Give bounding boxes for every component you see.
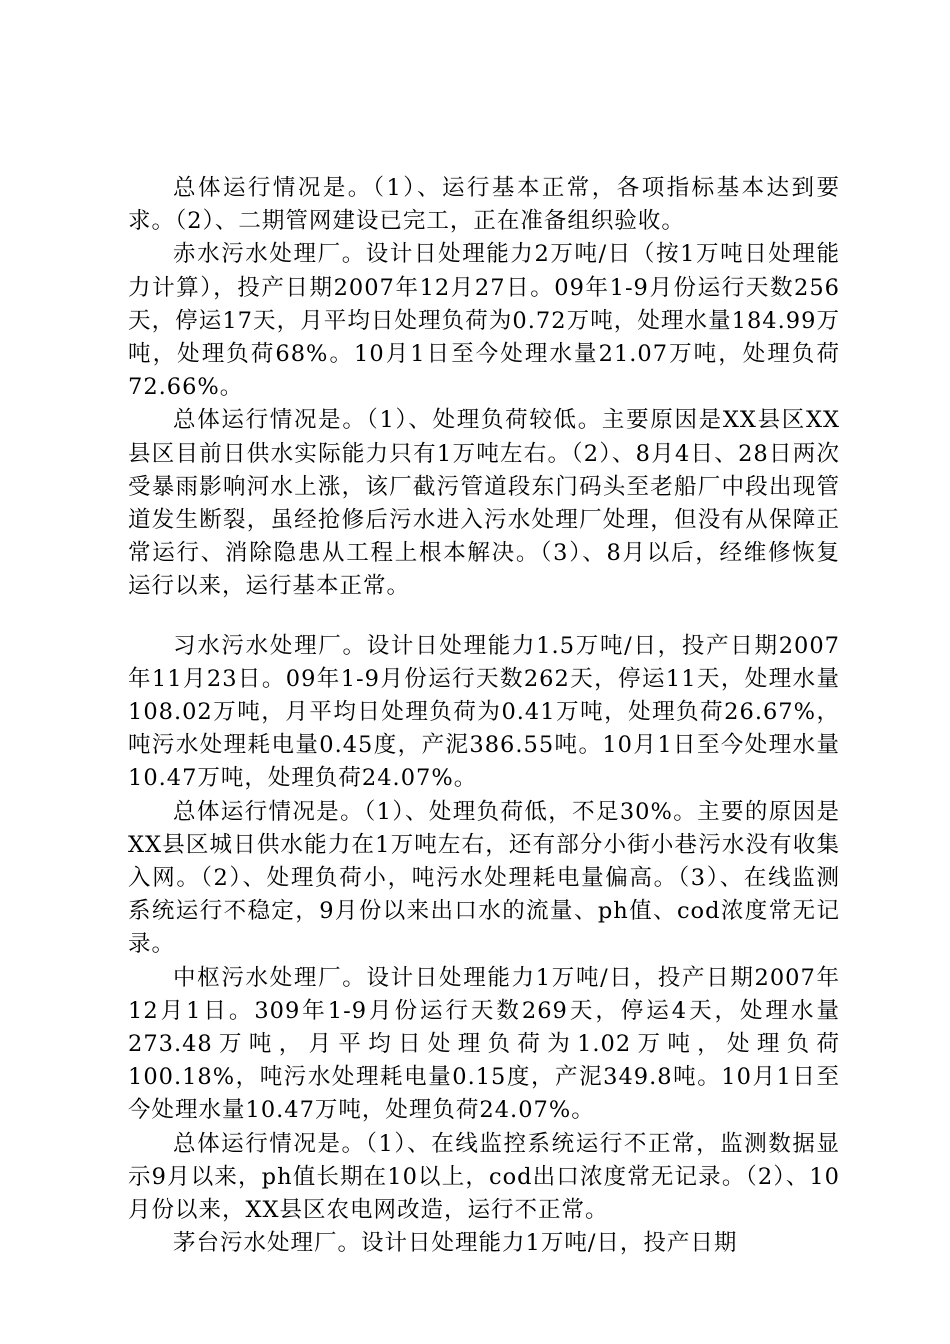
paragraph-overall-status-xishui: 总体运行情况是。（1）、处理负荷低，不足30%。主要的原因是XX县区城日供水能力在1万吨左右，还有部分小街小巷污水没有收集入网。（2）、处理负荷小，吨污水处理耗电量偏高。（3）、在线监测系统运行不稳定，9月份以来出口水的流量、ph值、cod浓度常无记录。 bbox=[128, 798, 840, 958]
document-body bbox=[128, 172, 840, 1261]
paragraph-zhongshu-plant: 中枢污水处理厂。设计日处理能力1万吨/日，投产日期2007年12月1日。309年1-9月份运行天数269天，停运4天，处理水量273.48万吨，月平均日处理负荷为1.02万吨，处理负荷100.18%，吨污水处理耗电量0.15度，产泥349.8吨。10月1日至今处理水量10.47万吨，处理负荷24.07%。 bbox=[128, 964, 840, 1124]
paragraph-overall-status-chishui: 总体运行情况是。（1）、处理负荷较低。主要原因是XX县区XX县区目前日供水实际能力只有1万吨左右。（2）、8月4日、28日两次受暴雨影响河水上涨，该厂截污管道段东门码头至老船厂中段出现管道发生断裂，虽经抢修后污水进入污水处理厂处理，但没有从保障正常运行、消除隐患从工程上根本解决。（3）、8月以后，经维修恢复运行以来，运行基本正常。 bbox=[128, 407, 840, 600]
paragraph-xishui-plant: 习水污水处理厂。设计日处理能力1.5万吨/日，投产日期2007年11月23日。09年1-9月份运行天数262天，停运11天，处理水量108.02万吨，月平均日处理负荷为0.41万吨，处理负荷26.67%，吨污水处理耗电量0.45度，产泥386.55吨。10月1日至今处理水量10.47万吨，处理负荷24.07%。 bbox=[128, 632, 840, 792]
paragraph-chishui-plant: 赤水污水处理厂。设计日处理能力2万吨/日（按1万吨日处理能力计算），投产日期2007年12月27日。09年1-9月份运行天数256天，停运17天，月平均日处理负荷为0.72万吨，处理水量184.99万吨，处理负荷68%。10月1日至今处理水量21.07万吨，处理负荷72.66%。 bbox=[128, 241, 840, 401]
paragraph-overall-status-zhongshu: 总体运行情况是。（1）、在线监控系统运行不正常，监测数据显示9月以来，ph值长期在10以上，cod出口浓度常无记录。（2）、10月份以来，XX县区农电网改造，运行不正常。 bbox=[128, 1130, 840, 1224]
paragraph-maotai-plant: 茅台污水处理厂。设计日处理能力1万吨/日，投产日期 bbox=[173, 1230, 738, 1257]
paragraph-overall-status-1: 总体运行情况是。（1）、运行基本正常，各项指标基本达到要求。（2）、二期管网建设已完工，正在准备组织验收。 bbox=[128, 175, 840, 235]
